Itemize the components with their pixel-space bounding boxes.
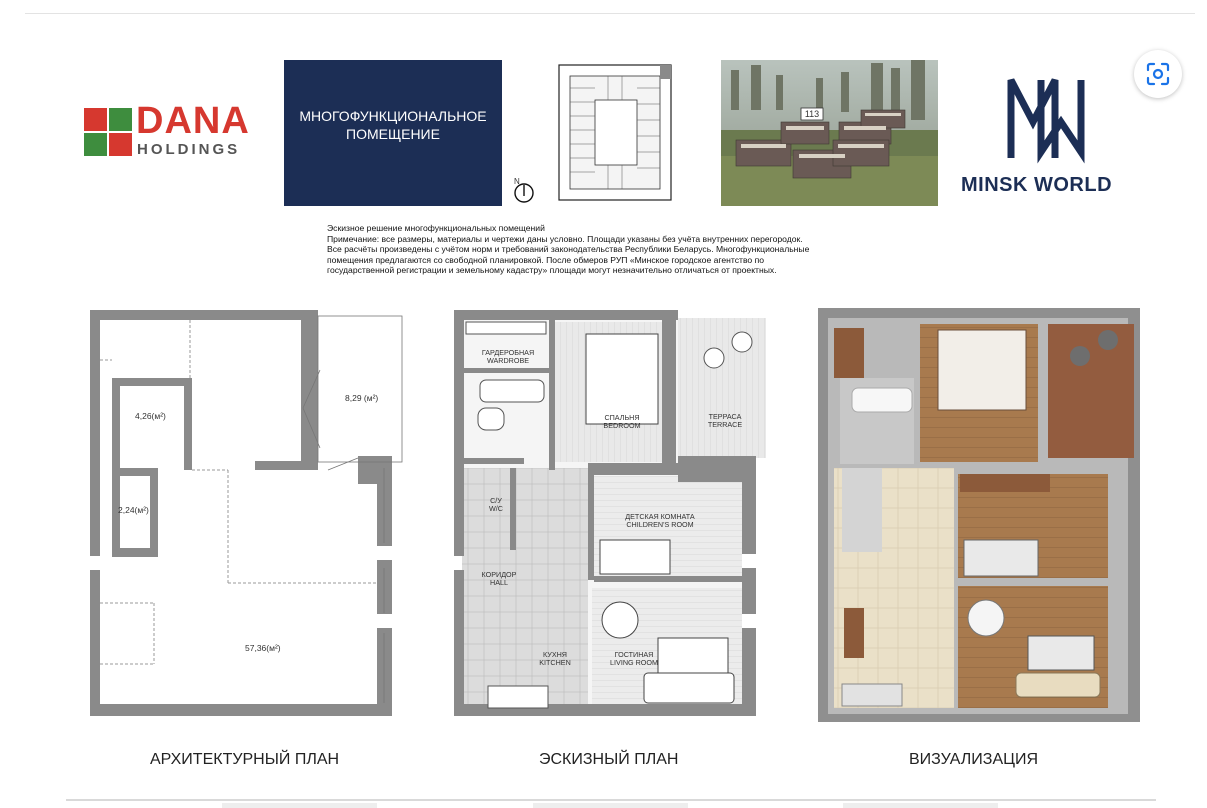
key-plan (510, 62, 680, 210)
room-label-ru: ДЕТСКАЯ КОМНАТА (625, 512, 695, 521)
room-label-en: W/C (489, 504, 503, 513)
bottom-divider (66, 799, 1156, 801)
room-label-ru: КУХНЯ (542, 650, 568, 659)
visualization-render (818, 308, 1140, 722)
area-label: 4,26(м²) (135, 411, 166, 421)
room-label-ru: ГОСТИНАЯ (614, 650, 654, 659)
visual-search-button[interactable] (1134, 50, 1182, 98)
north-label: N (514, 177, 520, 186)
room-label-en: KITCHEN (539, 658, 571, 667)
banner-title: МНОГОФУНКЦИОНАЛЬНОЕ ПОМЕЩЕНИЕ (299, 108, 487, 142)
room-label-en: WARDROBE (486, 356, 530, 365)
room-label-en: HALL (490, 578, 508, 587)
disclaimer-note (327, 223, 907, 276)
dana-logo-sub: HOLDINGS (137, 141, 241, 158)
title-banner (284, 60, 502, 206)
room-label-en: CHILDREN'S ROOM (626, 520, 694, 529)
minsk-world-word: MINSK WORLD (961, 174, 1113, 196)
top-divider (25, 13, 1195, 14)
area-label: 2,24(м²) (118, 505, 149, 515)
room-label-en: LIVING ROOM (610, 658, 658, 667)
architectural-plan (88, 308, 408, 718)
bottom-stub (533, 803, 688, 808)
building-number: 113 (804, 109, 820, 119)
minsk-world-logo (955, 72, 1135, 197)
room-label-ru: С/У (490, 496, 502, 505)
room-label-en: BEDROOM (603, 421, 641, 430)
caption-sketch-plan: ЭСКИЗНЫЙ ПЛАН (539, 751, 679, 768)
room-label-ru: СПАЛЬНЯ (604, 413, 640, 422)
room-label-ru: ТЕРРАСА (708, 412, 742, 421)
room-label-en: TERRACE (707, 420, 743, 429)
room-label-ru: КОРИДОР (481, 570, 517, 579)
note-line: государственной регистрации и земельному кадастру» площади могут незначительно отличаться от проектных. (327, 265, 777, 276)
bottom-stub (843, 803, 998, 808)
area-label: 57,36(м²) (245, 643, 281, 653)
bottom-stub (222, 803, 377, 808)
caption-architectural-plan: АРХИТЕКТУРНЫЙ ПЛАН (150, 751, 340, 768)
visual-search-icon (1145, 61, 1171, 87)
sketch-plan (452, 308, 772, 718)
note-line: Эскизное решение многофункциональных помещений (327, 223, 545, 233)
note-line: помещения предлагаются со свободной планировкой. После обмеров РУП «Минское городское агентство по (327, 254, 765, 265)
area-label: 8,29 (м²) (345, 393, 379, 403)
room-label-ru: ГАРДЕРОБНАЯ (481, 348, 535, 357)
caption-visualization: ВИЗУАЛИЗАЦИЯ (909, 751, 1038, 768)
dana-holdings-logo (84, 100, 270, 158)
dana-logo-word: DANA (136, 100, 250, 142)
note-line: Примечание: все размеры, материалы и чертежи даны условно. Площади указаны без учёта внутренних перегородок. (327, 233, 803, 244)
minsk-world-monogram (1003, 72, 1093, 164)
note-line: Все расчёты произведены с учётом норм и требований законодательства Республики Беларусь. Многофункциональные (327, 244, 810, 255)
aerial-render (721, 60, 938, 206)
